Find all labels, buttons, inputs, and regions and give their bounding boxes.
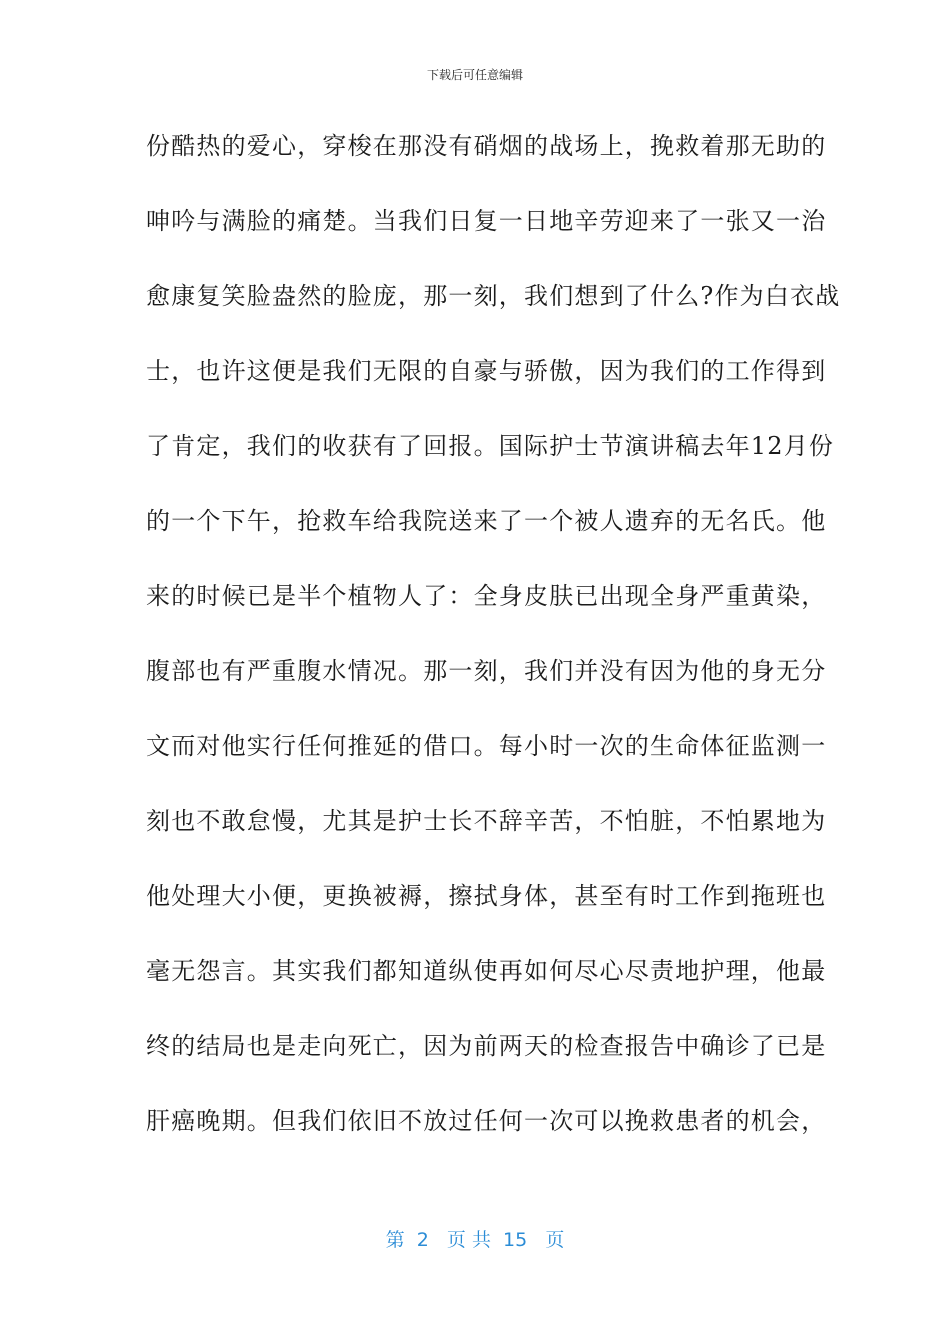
text-line: 腹部也有严重腹水情况。那一刻，我们并没有因为他的身无分 (146, 657, 827, 685)
text-line: 毫无怨言。其实我们都知道纵使再如何尽心尽责地护理，他最 (146, 957, 827, 985)
text-line: 他处理大小便，更换被褥，擦拭身体，甚至有时工作到拖班也 (146, 882, 827, 910)
text-line: 刻也不敢怠慢，尤其是护士长不辞辛苦，不怕脏，不怕累地为 (146, 807, 827, 835)
text-line: 来的时候已是半个植物人了：全身皮肤已出现全身严重黄染， (146, 582, 827, 610)
text-line: 份酷热的爱心，穿梭在那没有硝烟的战场上，挽救着那无助的 (146, 132, 827, 160)
text-line: 文而对他实行任何推延的借口。每小时一次的生命体征监测一 (146, 732, 827, 760)
page-number: 第 2 页 共 15 页 (385, 1229, 565, 1251)
text-line: 呻吟与满脸的痛楚。当我们日复一日地辛劳迎来了一张又一治 (146, 207, 827, 235)
header-note: 下载后可任意编辑 (426, 68, 523, 82)
text-line: 的一个下午，抢救车给我院送来了一个被人遗弃的无名氏。他 (146, 507, 827, 535)
text-line: 愈康复笑脸盎然的脸庞，那一刻，我们想到了什么?作为白衣战 (146, 282, 841, 310)
text-line: 士，也许这便是我们无限的自豪与骄傲，因为我们的工作得到 (146, 357, 827, 385)
document-body (146, 120, 841, 1170)
text-line: 肝癌晚期。但我们依旧不放过任何一次可以挽救患者的机会， (146, 1107, 827, 1135)
text-line: 终的结局也是走向死亡，因为前两天的检查报告中确诊了已是 (146, 1032, 827, 1060)
text-line: 了肯定，我们的收获有了回报。国际护士节演讲稿去年12月份 (146, 432, 835, 460)
